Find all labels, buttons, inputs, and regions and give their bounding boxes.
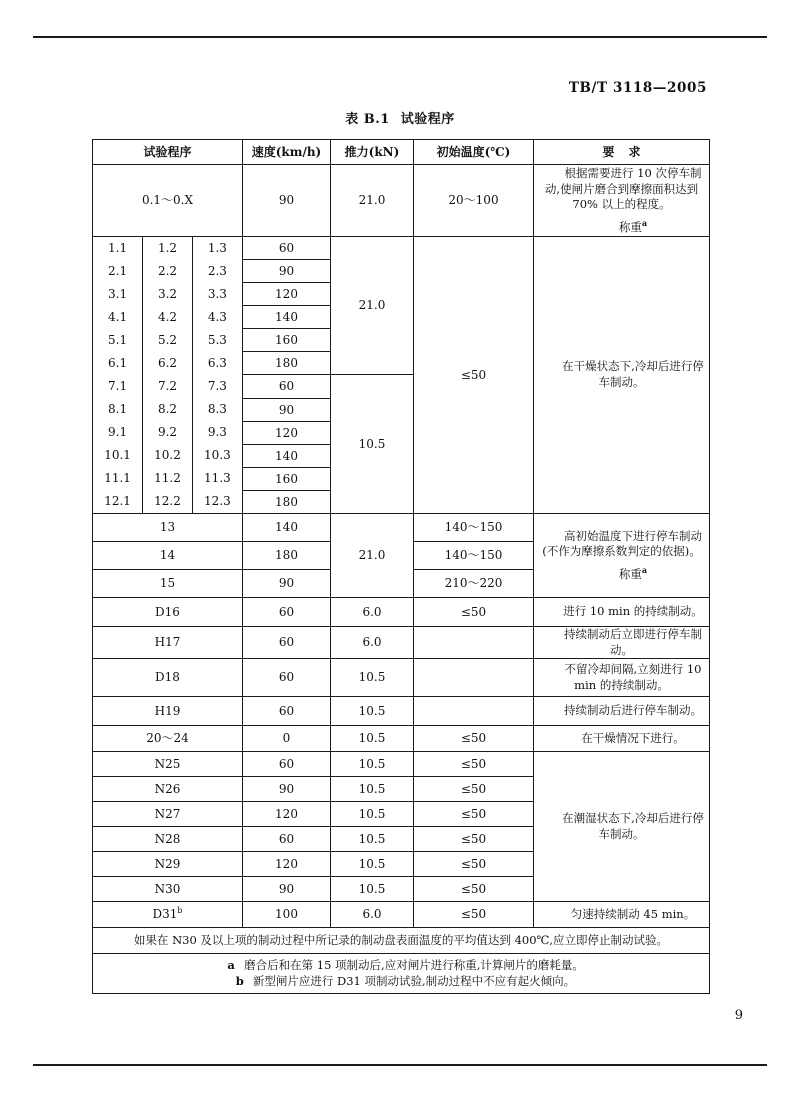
cell-speed-h19: 60 xyxy=(243,697,331,726)
cell-procedure-9-1: 9.1 xyxy=(108,425,128,440)
procedure-subgrid-row xyxy=(93,352,242,375)
footnote-marker-a: a xyxy=(641,564,648,575)
cell-procedure-n29: N29 xyxy=(93,852,243,877)
cell-speed-n30: 90 xyxy=(243,877,331,902)
cell-temperature-n27: ≤50 xyxy=(414,802,534,827)
cell-procedure-10-3: 10.3 xyxy=(192,444,242,467)
cell-force-n25: 10.5 xyxy=(331,752,414,777)
cell-requirement-20-24 xyxy=(534,726,710,752)
cell-requirement-wet xyxy=(534,752,710,902)
procedure-subgrid-row xyxy=(93,260,242,283)
table-row xyxy=(93,627,710,659)
footnote-b-mark: b xyxy=(235,973,244,988)
header-procedure: 试验程序 xyxy=(93,140,243,165)
cell-speed-dry-3: 120 xyxy=(243,283,331,306)
cell-requirement-bedding xyxy=(534,165,710,237)
cell-temperature-15: 210～220 xyxy=(414,570,534,598)
cell-temperature-n26: ≤50 xyxy=(414,777,534,802)
cell-speed-dry-2: 90 xyxy=(243,260,331,283)
cell-procedure-7-3: 7.3 xyxy=(192,375,242,398)
procedure-subgrid-row xyxy=(93,329,242,352)
requirement-text: 匀速持续制动 45 min。 xyxy=(570,906,696,921)
cell-speed-n26: 90 xyxy=(243,777,331,802)
cell-speed-dry-10: 140 xyxy=(243,445,331,468)
cell-speed-d18: 60 xyxy=(243,659,331,697)
cell-temperature-14: 140～150 xyxy=(414,542,534,570)
cell-speed-bedding: 90 xyxy=(243,165,331,237)
cell-procedure-n30: N30 xyxy=(93,877,243,902)
cell-temperature-dry: ≤50 xyxy=(414,237,534,514)
requirement-text: 根据需要进行 10 次停车制动,使闸片磨合到摩擦面积达到 70% 以上的程度。 xyxy=(544,166,702,212)
table-caption-title: 试验程序 xyxy=(400,112,455,127)
table-header-row xyxy=(93,140,710,165)
table-footnote-row xyxy=(93,954,710,994)
cell-speed-14: 180 xyxy=(243,542,331,570)
cell-force-dry-bottom: 10.5 xyxy=(331,375,414,514)
procedure-subgrid-row xyxy=(93,306,242,329)
cell-procedure-11-1: 11.1 xyxy=(104,471,131,486)
header-speed: 速度(km/h) xyxy=(243,140,331,165)
footnote-b-text: 新型闸片应进行 D31 项制动试验,制动过程中不应有起火倾向。 xyxy=(252,973,576,988)
cell-procedure-h19: H19 xyxy=(93,697,243,726)
table-caption xyxy=(0,108,800,127)
procedure-subgrid-row xyxy=(93,237,242,260)
cell-procedure-4-3: 4.3 xyxy=(192,306,242,329)
cell-procedure-6-1: 6.1 xyxy=(108,356,128,371)
cell-procedure-5-3: 5.3 xyxy=(192,329,242,352)
table-note-row xyxy=(93,928,710,954)
cell-procedure-3-2: 3.2 xyxy=(143,283,193,306)
cell-speed-20-24: 0 xyxy=(243,726,331,752)
cell-temperature-bedding: 20～100 xyxy=(414,165,534,237)
cell-speed-dry-6: 180 xyxy=(243,352,331,375)
procedure-subgrid-row xyxy=(93,467,242,490)
cell-temperature-13: 140～150 xyxy=(414,514,534,542)
table-row xyxy=(93,237,710,260)
cell-speed-h17: 60 xyxy=(243,627,331,659)
cell-force-n28: 10.5 xyxy=(331,827,414,852)
table-b1-wrapper xyxy=(92,139,709,994)
cell-procedure-8-3: 8.3 xyxy=(192,398,242,421)
cell-temperature-d16: ≤50 xyxy=(414,598,534,627)
cell-force-n27: 10.5 xyxy=(331,802,414,827)
cell-speed-d31: 100 xyxy=(243,902,331,928)
cell-temperature-20-24: ≤50 xyxy=(414,726,534,752)
cell-force-high-temp: 21.0 xyxy=(331,514,414,598)
requirement-text: 进行 10 min 的持续制动。 xyxy=(563,604,703,619)
table-b1 xyxy=(92,139,710,994)
cell-speed-dry-4: 140 xyxy=(243,306,331,329)
cell-requirement-dry xyxy=(534,237,710,514)
cell-procedure-13: 13 xyxy=(93,514,243,542)
requirement-weigh xyxy=(534,218,709,235)
cell-speed-n25: 60 xyxy=(243,752,331,777)
table-note: 如果在 N30 及以上项的制动过程中所记录的制动盘表面温度的平均值达到 400℃,应立即停止制动试验。 xyxy=(93,928,710,954)
cell-procedure-n28: N28 xyxy=(93,827,243,852)
table-row xyxy=(93,659,710,697)
table-row xyxy=(93,514,710,542)
requirement-weigh-text: 称重 xyxy=(618,566,642,581)
cell-procedure-n27: N27 xyxy=(93,802,243,827)
cell-procedure-12-1: 12.1 xyxy=(104,494,131,509)
header-requirement-part1: 要 xyxy=(602,144,615,159)
cell-procedure-8-1: 8.1 xyxy=(108,402,128,417)
cell-speed-d16: 60 xyxy=(243,598,331,627)
table-caption-label: 表 B.1 xyxy=(345,112,390,127)
procedure-subgrid-row xyxy=(93,444,242,467)
cell-procedure-12-2: 12.2 xyxy=(143,490,193,513)
requirement-text: 在干燥状态下,冷却后进行停车制动。 xyxy=(562,359,704,389)
procedure-subgrid-row xyxy=(93,283,242,306)
cell-force-d16: 6.0 xyxy=(331,598,414,627)
cell-speed-n28: 60 xyxy=(243,827,331,852)
cell-procedure-20-24: 20～24 xyxy=(93,726,243,752)
cell-procedure-6-2: 6.2 xyxy=(143,352,193,375)
cell-force-bedding: 21.0 xyxy=(331,165,414,237)
header-requirement-part2: 求 xyxy=(628,144,641,159)
requirement-weigh xyxy=(534,565,709,582)
procedure-subgrid-body xyxy=(93,237,242,513)
cell-procedure-9-3: 9.3 xyxy=(192,421,242,444)
cell-procedure-8-2: 8.2 xyxy=(143,398,193,421)
cell-procedure-11-3: 11.3 xyxy=(192,467,242,490)
cell-procedure-n26: N26 xyxy=(93,777,243,802)
cell-speed-dry-11: 160 xyxy=(243,468,331,491)
cell-procedure-6-3: 6.3 xyxy=(192,352,242,375)
cell-procedure-d31-text: D31 xyxy=(152,907,178,922)
cell-requirement-d31 xyxy=(534,902,710,928)
cell-force-d18: 10.5 xyxy=(331,659,414,697)
cell-procedure-1-2: 1.2 xyxy=(143,237,193,260)
cell-temperature-n28: ≤50 xyxy=(414,827,534,852)
requirement-text: 持续制动后进行停车制动。 xyxy=(564,703,702,718)
cell-procedure-4-2: 4.2 xyxy=(143,306,193,329)
requirement-weigh-text: 称重 xyxy=(618,219,642,234)
cell-requirement-d18 xyxy=(534,659,710,697)
procedure-subgrid-row xyxy=(93,375,242,398)
cell-procedure-d31 xyxy=(93,902,243,928)
cell-speed-dry-8: 90 xyxy=(243,399,331,422)
page-bottom-rule xyxy=(33,1064,767,1066)
cell-force-n29: 10.5 xyxy=(331,852,414,877)
table-footnotes xyxy=(93,954,710,994)
standard-number: TB/T 3118—2005 xyxy=(568,80,707,96)
cell-procedure-bedding: 0.1～0.X xyxy=(93,165,243,237)
cell-force-n26: 10.5 xyxy=(331,777,414,802)
cell-procedure-3-3: 3.3 xyxy=(192,283,242,306)
cell-speed-dry-9: 120 xyxy=(243,422,331,445)
procedure-subgrid-row xyxy=(93,421,242,444)
footnote-a xyxy=(93,958,709,974)
cell-speed-dry-7: 60 xyxy=(243,375,331,399)
cell-speed-n29: 120 xyxy=(243,852,331,877)
cell-temperature-n25: ≤50 xyxy=(414,752,534,777)
procedure-subgrid-row xyxy=(93,398,242,421)
cell-force-h17: 6.0 xyxy=(331,627,414,659)
page-top-rule xyxy=(33,36,767,38)
cell-procedure-grid-dry xyxy=(93,237,243,514)
procedure-subgrid xyxy=(93,237,242,513)
cell-speed-dry-12: 180 xyxy=(243,491,331,514)
cell-procedure-2-2: 2.2 xyxy=(143,260,193,283)
cell-temperature-h19 xyxy=(414,697,534,726)
cell-requirement-high-temp xyxy=(534,514,710,598)
cell-procedure-12-3: 12.3 xyxy=(192,490,242,513)
cell-procedure-d16: D16 xyxy=(93,598,243,627)
cell-requirement-d16 xyxy=(534,598,710,627)
cell-temperature-h17 xyxy=(414,627,534,659)
cell-requirement-h17 xyxy=(534,627,710,659)
cell-requirement-h19 xyxy=(534,697,710,726)
cell-speed-n27: 120 xyxy=(243,802,331,827)
cell-procedure-n25: N25 xyxy=(93,752,243,777)
cell-procedure-5-1: 5.1 xyxy=(108,333,128,348)
cell-procedure-4-1: 4.1 xyxy=(108,310,128,325)
cell-speed-dry-5: 160 xyxy=(243,329,331,352)
cell-procedure-10-1: 10.1 xyxy=(104,448,131,463)
table-row xyxy=(93,598,710,627)
cell-procedure-7-1: 7.1 xyxy=(108,379,128,394)
cell-procedure-5-2: 5.2 xyxy=(143,329,193,352)
cell-force-n30: 10.5 xyxy=(331,877,414,902)
footnote-a-mark: a xyxy=(227,958,235,973)
requirement-text: 高初始温度下进行停车制动(不作为摩擦系数判定的依据)。 xyxy=(542,528,702,559)
requirement-text: 在干燥情况下进行。 xyxy=(581,730,685,745)
cell-speed-dry-1: 60 xyxy=(243,237,331,260)
cell-procedure-11-2: 11.2 xyxy=(143,467,193,490)
cell-procedure-2-3: 2.3 xyxy=(192,260,242,283)
header-temperature: 初始温度(℃) xyxy=(414,140,534,165)
cell-force-h19: 10.5 xyxy=(331,697,414,726)
cell-speed-13: 140 xyxy=(243,514,331,542)
table-row xyxy=(93,697,710,726)
cell-procedure-1-1: 1.1 xyxy=(108,241,128,256)
header-force: 推力(kN) xyxy=(331,140,414,165)
cell-procedure-15: 15 xyxy=(93,570,243,598)
requirement-text: 持续制动后立即进行停车制动。 xyxy=(564,627,702,657)
cell-speed-15: 90 xyxy=(243,570,331,598)
cell-force-20-24: 10.5 xyxy=(331,726,414,752)
footnote-b xyxy=(93,974,709,990)
footnote-marker-a: a xyxy=(641,217,648,228)
table-row xyxy=(93,752,710,777)
procedure-subgrid-row xyxy=(93,490,242,513)
cell-procedure-d18: D18 xyxy=(93,659,243,697)
cell-temperature-n30: ≤50 xyxy=(414,877,534,902)
cell-temperature-n29: ≤50 xyxy=(414,852,534,877)
cell-temperature-d31: ≤50 xyxy=(414,902,534,928)
table-row xyxy=(93,165,710,237)
page-number: 9 xyxy=(734,1008,743,1023)
footnote-a-text: 磨合后和在第 15 项制动后,应对闸片进行称重,计算闸片的磨耗量。 xyxy=(244,958,584,973)
cell-force-d31: 6.0 xyxy=(331,902,414,928)
cell-procedure-7-2: 7.2 xyxy=(143,375,193,398)
cell-procedure-3-1: 3.1 xyxy=(108,287,128,302)
table-row xyxy=(93,902,710,928)
cell-procedure-10-2: 10.2 xyxy=(143,444,193,467)
cell-procedure-2-1: 2.1 xyxy=(108,264,128,279)
cell-procedure-h17: H17 xyxy=(93,627,243,659)
cell-procedure-9-2: 9.2 xyxy=(143,421,193,444)
cell-force-dry-top: 21.0 xyxy=(331,237,414,375)
cell-temperature-d18 xyxy=(414,659,534,697)
table-row xyxy=(93,726,710,752)
cell-procedure-1-3: 1.3 xyxy=(192,237,242,260)
requirement-text: 在潮湿状态下,冷却后进行停车制动。 xyxy=(562,811,704,841)
header-requirement xyxy=(534,140,710,165)
requirement-text: 不留冷却间隔,立刻进行 10 min 的持续制动。 xyxy=(564,662,702,692)
footnote-marker-b: b xyxy=(177,906,183,916)
cell-procedure-14: 14 xyxy=(93,542,243,570)
